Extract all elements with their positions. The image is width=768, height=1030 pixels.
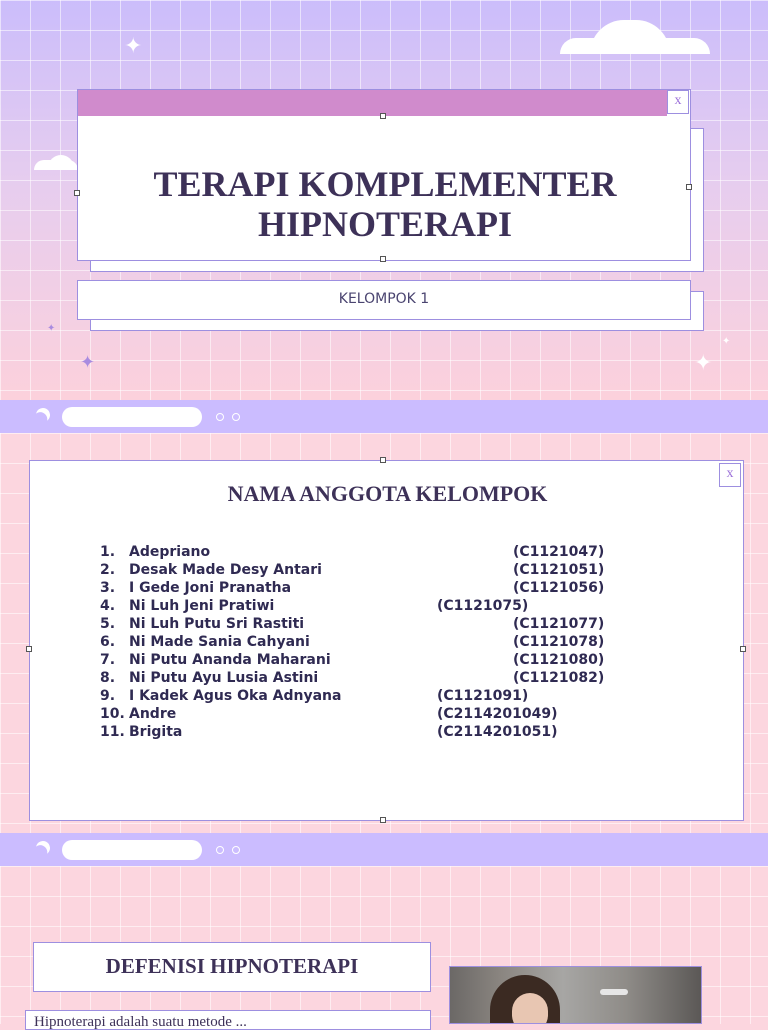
list-item bbox=[100, 723, 620, 741]
close-icon[interactable]: x bbox=[667, 90, 689, 114]
photo-light bbox=[600, 989, 628, 995]
moon-icon bbox=[34, 406, 52, 424]
list-item bbox=[100, 543, 620, 561]
sparkle-icon: ✦ bbox=[124, 33, 143, 58]
definition-heading: DEFENISI HIPNOTERAPI bbox=[105, 954, 359, 978]
definition-body-box bbox=[25, 1010, 431, 1030]
resize-handle[interactable] bbox=[26, 646, 32, 652]
member-code: (C1121047) bbox=[513, 544, 605, 560]
list-item bbox=[100, 579, 620, 597]
dot-icon[interactable] bbox=[216, 413, 224, 421]
sparkle-icon: ✦ bbox=[47, 323, 56, 334]
definition-body: Hipnoterapi adalah suatu metode ... bbox=[34, 1014, 247, 1030]
dot-icon[interactable] bbox=[216, 846, 224, 854]
member-code: (C2114201049) bbox=[437, 706, 558, 722]
member-name: Ni Luh Putu Sri Rastiti bbox=[129, 616, 305, 632]
member-name: I Kadek Agus Oka Adnyana bbox=[129, 688, 342, 704]
subtitle: KELOMPOK 1 bbox=[338, 291, 430, 307]
title-line-2: HIPNOTERAPI bbox=[257, 204, 513, 244]
cloud-icon bbox=[590, 20, 670, 54]
member-code: (C1121078) bbox=[513, 634, 605, 650]
member-name: Desak Made Desy Antari bbox=[129, 562, 322, 578]
member-number: 7. bbox=[100, 652, 116, 668]
list-item bbox=[100, 561, 620, 579]
member-number: 10. bbox=[100, 706, 125, 722]
subtitle-window bbox=[77, 280, 691, 320]
sparkle-icon: ✦ bbox=[722, 336, 731, 347]
photo bbox=[449, 966, 702, 1024]
member-code: (C2114201051) bbox=[437, 724, 558, 740]
definition-heading-box bbox=[33, 942, 431, 992]
member-name: Ni Putu Ayu Lusia Astini bbox=[129, 670, 319, 686]
dot-icon[interactable] bbox=[232, 413, 240, 421]
address-pill[interactable] bbox=[62, 840, 202, 860]
resize-handle[interactable] bbox=[380, 256, 386, 262]
list-item bbox=[100, 705, 620, 723]
resize-handle[interactable] bbox=[380, 817, 386, 823]
title-line-1: TERAPI KOMPLEMENTER bbox=[153, 164, 617, 204]
resize-handle[interactable] bbox=[380, 113, 386, 119]
member-name: Ni Luh Jeni Pratiwi bbox=[129, 598, 275, 614]
title-slide bbox=[0, 0, 768, 400]
title-window-bar bbox=[78, 90, 667, 116]
member-number: 1. bbox=[100, 544, 116, 560]
member-name: Brigita bbox=[129, 724, 183, 740]
member-number: 4. bbox=[100, 598, 116, 614]
cloud-icon bbox=[48, 155, 74, 169]
member-code: (C1121075) bbox=[437, 598, 529, 614]
member-code: (C1121091) bbox=[437, 688, 529, 704]
member-name: Andre bbox=[129, 706, 177, 722]
member-list bbox=[100, 543, 620, 741]
page-title bbox=[78, 164, 692, 244]
member-number: 8. bbox=[100, 670, 116, 686]
list-item bbox=[100, 669, 620, 687]
photo-face bbox=[512, 993, 548, 1024]
member-name: Adepriano bbox=[129, 544, 211, 560]
resize-handle[interactable] bbox=[74, 190, 80, 196]
member-number: 2. bbox=[100, 562, 116, 578]
close-icon[interactable]: x bbox=[719, 463, 741, 487]
member-number: 6. bbox=[100, 634, 116, 650]
list-item bbox=[100, 615, 620, 633]
member-name: I Gede Joni Pranatha bbox=[129, 580, 292, 596]
members-heading: NAMA ANGGOTA KELOMPOK bbox=[227, 481, 548, 506]
member-number: 5. bbox=[100, 616, 116, 632]
member-code: (C1121051) bbox=[513, 562, 605, 578]
resize-handle[interactable] bbox=[740, 646, 746, 652]
member-code: (C1121080) bbox=[513, 652, 605, 668]
sparkle-icon: ✦ bbox=[80, 352, 96, 372]
browser-band bbox=[0, 400, 768, 433]
moon-icon bbox=[34, 839, 52, 857]
member-name: Ni Putu Ananda Maharani bbox=[129, 652, 331, 668]
list-item bbox=[100, 633, 620, 651]
resize-handle[interactable] bbox=[686, 184, 692, 190]
member-code: (C1121056) bbox=[513, 580, 605, 596]
browser-band bbox=[0, 833, 768, 866]
member-number: 9. bbox=[100, 688, 116, 704]
list-item bbox=[100, 687, 620, 705]
list-item bbox=[100, 597, 620, 615]
member-number: 3. bbox=[100, 580, 116, 596]
member-number: 11. bbox=[100, 724, 125, 740]
resize-handle[interactable] bbox=[380, 457, 386, 463]
list-item bbox=[100, 651, 620, 669]
member-name: Ni Made Sania Cahyani bbox=[129, 634, 310, 650]
address-pill[interactable] bbox=[62, 407, 202, 427]
sparkle-icon: ✦ bbox=[694, 350, 713, 375]
dot-icon[interactable] bbox=[232, 846, 240, 854]
member-code: (C1121082) bbox=[513, 670, 605, 686]
member-code: (C1121077) bbox=[513, 616, 605, 632]
